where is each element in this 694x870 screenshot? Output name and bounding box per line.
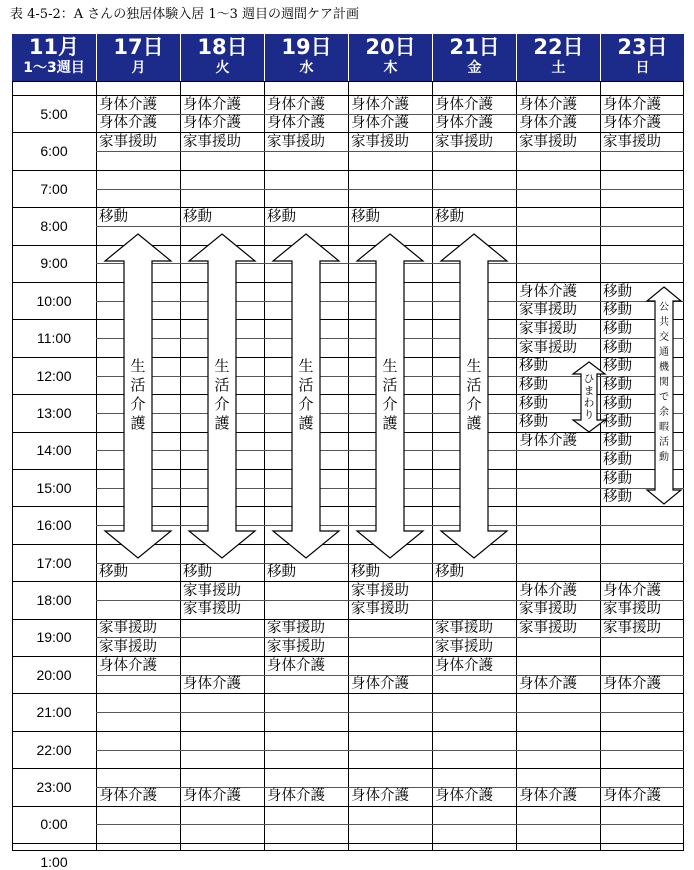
care-housework: 家事援助 xyxy=(519,339,577,356)
header-weekday: 火 xyxy=(215,60,230,76)
corner-weeks: 1～3週目 xyxy=(23,60,85,76)
daily-life-arrow-label: 生活介護 xyxy=(466,357,482,432)
care-housework: 家事援助 xyxy=(519,133,577,150)
care-body: 身体介護 xyxy=(351,676,409,693)
care-move: 移動 xyxy=(603,395,632,412)
care-body: 身体介護 xyxy=(519,283,577,300)
care-housework: 家事援助 xyxy=(267,133,325,150)
time-label: 7:00 xyxy=(40,180,68,197)
care-body: 身体介護 xyxy=(519,115,577,132)
care-move: 移動 xyxy=(519,377,548,393)
care-body: 身体介護 xyxy=(99,96,157,113)
care-move: 移動 xyxy=(603,358,632,375)
care-move: 移動 xyxy=(603,377,632,393)
care-body: 身体介護 xyxy=(267,96,325,113)
weekly-care-plan-table xyxy=(12,34,684,870)
care-housework: 家事援助 xyxy=(99,638,157,655)
time-label: 5:00 xyxy=(40,105,68,122)
table-caption: 表 4-5-2：A さんの独居体験入居 1～3 週目の週間ケア計画 xyxy=(10,7,360,22)
time-label: 6:00 xyxy=(40,143,68,160)
care-housework: 家事援助 xyxy=(603,601,661,618)
care-body: 身体介護 xyxy=(99,788,157,805)
care-housework: 家事援助 xyxy=(267,638,325,655)
care-body: 身体介護 xyxy=(99,657,157,674)
care-housework: 家事援助 xyxy=(183,582,241,599)
care-body: 身体介護 xyxy=(435,657,493,674)
time-label: 21:00 xyxy=(36,704,72,721)
time-label: 11:00 xyxy=(37,330,71,347)
care-move: 移動 xyxy=(603,414,632,431)
care-move: 移動 xyxy=(603,283,632,300)
care-move: 移動 xyxy=(183,564,212,580)
care-body: 身体介護 xyxy=(603,788,661,805)
care-move: 移動 xyxy=(603,302,632,319)
care-housework: 家事援助 xyxy=(183,601,241,618)
care-move: 移動 xyxy=(519,395,548,412)
care-move: 移動 xyxy=(183,208,212,225)
care-housework: 家事援助 xyxy=(183,133,241,150)
header-date: 23日 xyxy=(617,35,668,59)
care-move: 移動 xyxy=(267,564,296,580)
daily-life-arrow-label: 生活介護 xyxy=(298,357,314,432)
care-body: 身体介護 xyxy=(183,115,241,132)
care-housework: 家事援助 xyxy=(351,601,409,618)
care-move: 移動 xyxy=(99,208,128,225)
care-body: 身体介護 xyxy=(183,788,241,805)
care-body: 身体介護 xyxy=(603,676,661,693)
care-move: 移動 xyxy=(267,208,296,225)
care-housework: 家事援助 xyxy=(99,133,157,150)
care-body: 身体介護 xyxy=(267,788,325,805)
header-date: 21日 xyxy=(449,35,500,59)
care-housework: 家事援助 xyxy=(435,620,493,637)
care-body: 身体介護 xyxy=(351,115,409,132)
header-date: 19日 xyxy=(281,35,332,59)
care-housework: 家事援助 xyxy=(519,620,577,637)
care-body: 身体介護 xyxy=(435,96,493,113)
care-move: 移動 xyxy=(603,489,632,506)
care-move: 移動 xyxy=(435,208,464,225)
care-body: 身体介護 xyxy=(351,788,409,805)
care-move: 移動 xyxy=(603,470,632,487)
time-label: 8:00 xyxy=(40,217,68,234)
care-housework: 家事援助 xyxy=(519,320,577,337)
daily-life-arrow-label: 生活介護 xyxy=(214,357,230,432)
care-housework: 家事援助 xyxy=(351,582,409,599)
care-body: 身体介護 xyxy=(519,433,577,450)
care-housework: 家事援助 xyxy=(351,133,409,150)
corner-month: 11月 xyxy=(28,35,80,59)
header-weekday: 月 xyxy=(131,60,146,76)
header-weekday: 水 xyxy=(299,60,314,76)
care-body: 身体介護 xyxy=(603,96,661,113)
care-housework: 家事援助 xyxy=(603,620,661,637)
header-date: 18日 xyxy=(197,35,248,59)
time-label: 23:00 xyxy=(36,778,72,795)
care-body: 身体介護 xyxy=(99,115,157,132)
header-weekday: 日 xyxy=(635,60,650,76)
header-weekday: 金 xyxy=(467,60,482,76)
himawari-arrow-label: ひまわり xyxy=(583,373,595,421)
care-body: 身体介護 xyxy=(435,788,493,805)
care-body: 身体介護 xyxy=(267,657,325,674)
care-move: 移動 xyxy=(603,320,632,337)
care-body: 身体介護 xyxy=(183,96,241,113)
care-move: 移動 xyxy=(435,564,464,580)
time-label: 12:00 xyxy=(36,367,72,384)
daily-life-arrow-label: 生活介護 xyxy=(382,357,398,432)
time-label: 18:00 xyxy=(36,591,72,608)
time-label: 17:00 xyxy=(36,554,72,571)
time-label: 16:00 xyxy=(36,517,72,534)
care-housework: 家事援助 xyxy=(435,133,493,150)
care-body: 身体介護 xyxy=(351,96,409,113)
care-body: 身体介護 xyxy=(519,96,577,113)
care-body: 身体介護 xyxy=(183,676,241,693)
time-label: 10:00 xyxy=(36,292,72,309)
care-housework: 家事援助 xyxy=(99,620,157,637)
time-label: 19:00 xyxy=(36,629,72,646)
time-label: 15:00 xyxy=(36,479,72,496)
time-label: 13:00 xyxy=(36,404,72,421)
time-label: 14:00 xyxy=(36,442,72,459)
care-body: 身体介護 xyxy=(603,582,661,599)
care-move: 移動 xyxy=(603,433,632,450)
header-date: 17日 xyxy=(113,35,164,59)
header-date: 22日 xyxy=(533,35,584,59)
care-housework: 家事援助 xyxy=(519,601,577,618)
care-move: 移動 xyxy=(603,451,632,468)
time-label: 20:00 xyxy=(36,666,72,683)
care-move: 移動 xyxy=(519,414,548,431)
daily-life-arrow-label: 生活介護 xyxy=(130,357,146,432)
time-label: 9:00 xyxy=(40,255,68,272)
care-housework: 家事援助 xyxy=(519,302,577,319)
time-label: 0:00 xyxy=(40,816,68,833)
time-label: 1:00 xyxy=(40,853,68,870)
care-move: 移動 xyxy=(519,358,548,375)
header-weekday: 土 xyxy=(551,60,566,76)
care-move: 移動 xyxy=(603,339,632,356)
care-body: 身体介護 xyxy=(435,115,493,132)
arrow-layer xyxy=(12,34,684,851)
care-body: 身体介護 xyxy=(519,676,577,693)
care-move: 移動 xyxy=(351,208,380,225)
care-move: 移動 xyxy=(351,564,380,580)
header-weekday: 木 xyxy=(383,60,398,76)
time-label: 22:00 xyxy=(36,741,72,758)
care-body: 身体介護 xyxy=(519,788,577,805)
care-move: 移動 xyxy=(99,564,128,580)
care-housework: 家事援助 xyxy=(267,620,325,637)
header-date: 20日 xyxy=(365,35,416,59)
care-body: 身体介護 xyxy=(603,115,661,132)
care-housework: 家事援助 xyxy=(435,638,493,655)
care-housework: 家事援助 xyxy=(603,133,661,150)
care-body: 身体介護 xyxy=(519,582,577,599)
transit-arrow-label: 公共交通機関で余暇活動 xyxy=(659,302,669,463)
care-body: 身体介護 xyxy=(267,115,325,132)
